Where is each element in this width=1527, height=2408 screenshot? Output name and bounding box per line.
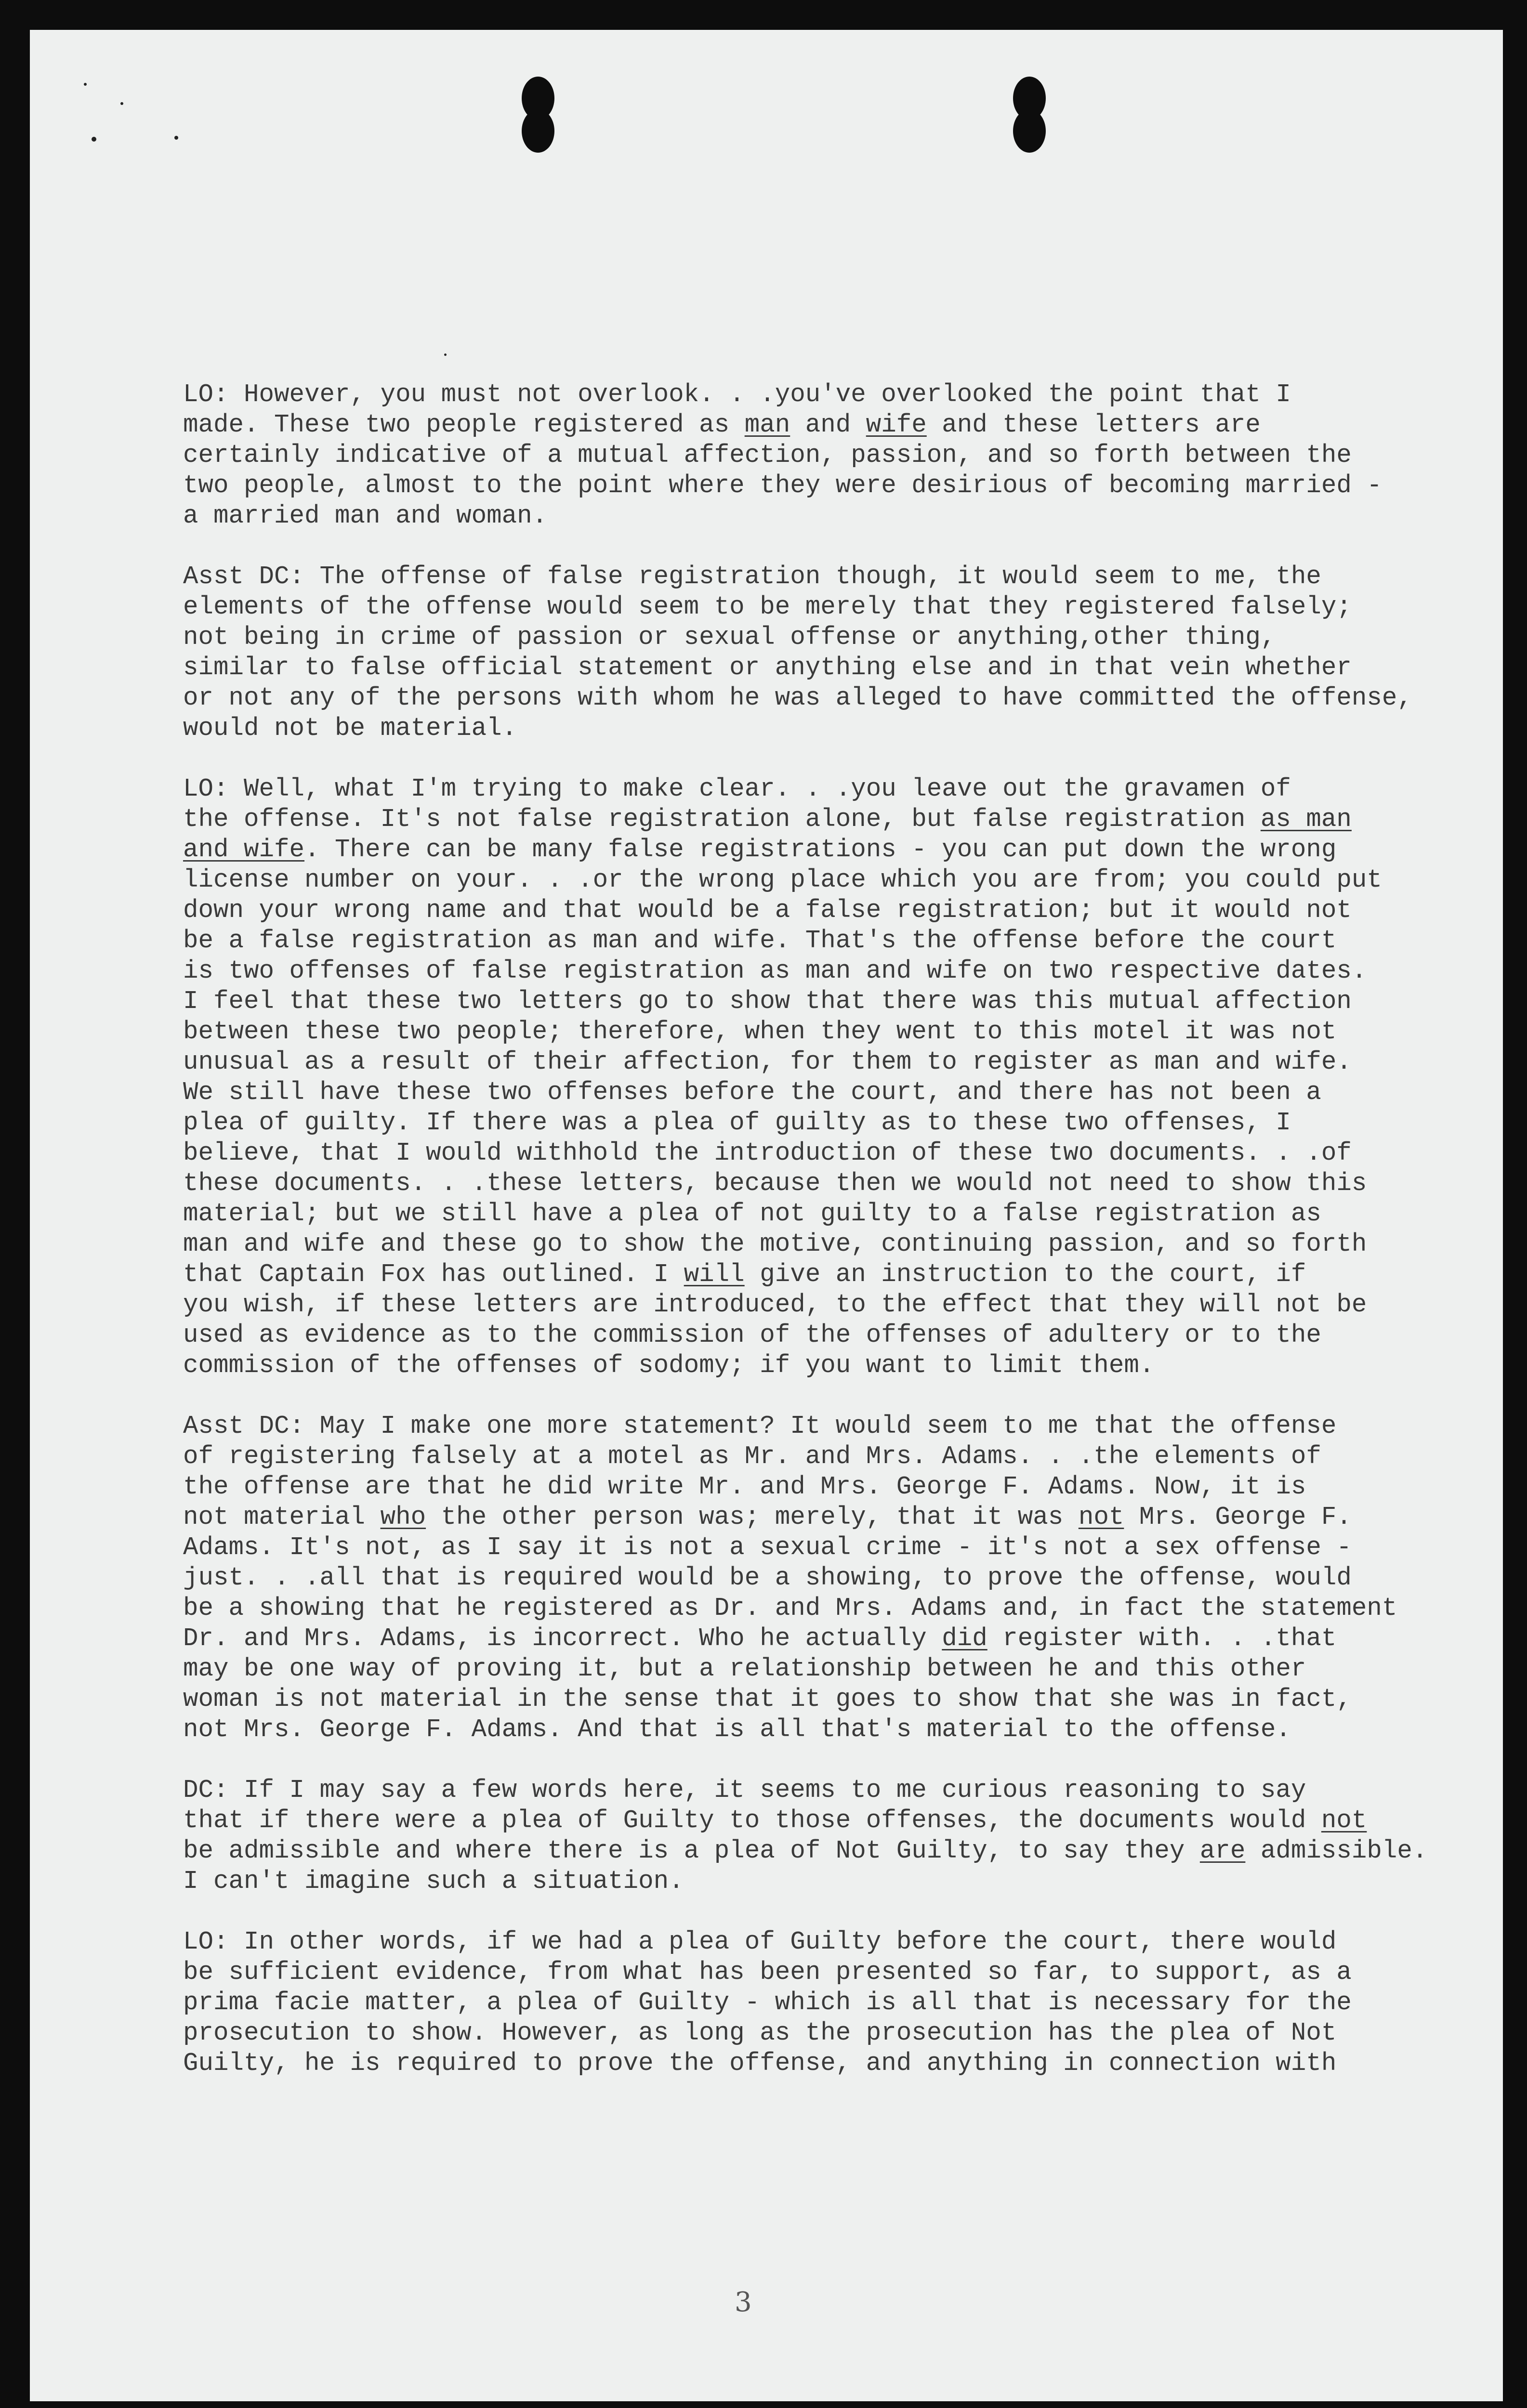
- text-line: not Mrs. George F. Adams. And that is all that's material to the offense.: [183, 1715, 1291, 1744]
- underlined-word: will: [684, 1260, 745, 1289]
- text-line: Dr. and Mrs. Adams, is incorrect. Who he actually did register with. . .that: [183, 1624, 1337, 1653]
- text-line: the offense are that he did write Mr. and Mrs. George F. Adams. Now, it is: [183, 1472, 1306, 1501]
- text-line: be a false registration as man and wife. That's the offense before the court: [183, 926, 1337, 955]
- text-line: of registering falsely at a motel as Mr. and Mrs. Adams. . .the elements of: [183, 1442, 1321, 1471]
- text-line: material; but we still have a plea of not guilty to a false registration as: [183, 1199, 1321, 1228]
- text-line: or not any of the persons with whom he was alleged to have committed the offense,: [183, 683, 1412, 712]
- underlined-word: are: [1199, 1836, 1246, 1865]
- underlined-word: wife: [866, 410, 927, 439]
- text-line: would not be material.: [183, 714, 517, 743]
- text-line: I feel that these two letters go to show that there was this mutual affection: [183, 987, 1352, 1016]
- text-line: Adams. It's not, as I say it is not a sexual crime - it's not a sex offense -: [183, 1533, 1352, 1562]
- punch-hole-icon: [1012, 74, 1047, 155]
- text-line: believe, that I would withhold the introduction of these two documents. . .of: [183, 1139, 1352, 1167]
- ink-speck: [120, 102, 123, 105]
- text-line: commission of the offenses of sodomy; if you want to limit them.: [183, 1351, 1155, 1380]
- text-line: certainly indicative of a mutual affection, passion, and so forth between the: [183, 441, 1352, 470]
- text-line: the offense. It's not false registration alone, but false registration as man: [183, 805, 1352, 834]
- ink-speck: [444, 353, 447, 356]
- text-line: DC: If I may say a few words here, it seems to me curious reasoning to say: [183, 1776, 1306, 1805]
- text-line: be admissible and where there is a plea of Not Guilty, to say they are admissible.: [183, 1836, 1428, 1865]
- text-line: woman is not material in the sense that it goes to show that she was in fact,: [183, 1685, 1352, 1714]
- ink-speck: [174, 136, 178, 140]
- underlined-word: not: [1078, 1503, 1124, 1531]
- text-line: prima facie matter, a plea of Guilty - which is all that is necessary for the: [183, 1988, 1352, 2017]
- text-line: I can't imagine such a situation.: [183, 1867, 684, 1896]
- text-line: not being in crime of passion or sexual offense or anything,other thing,: [183, 623, 1276, 652]
- text-line: down your wrong name and that would be a false registration; but it would not: [183, 896, 1352, 925]
- transcript-paragraph: [183, 774, 1445, 1381]
- text-line: man and wife and these go to show the motive, continuing passion, and so forth: [183, 1230, 1367, 1258]
- text-line: used as evidence as to the commission of the offenses of adultery or to the: [183, 1321, 1321, 1349]
- text-line: LO: Well, what I'm trying to make clear. . .you leave out the gravamen of: [183, 774, 1291, 803]
- text-line: may be one way of proving it, but a relationship between he and this other: [183, 1654, 1306, 1683]
- page-number: 3: [735, 2287, 752, 2318]
- text-line: and wife. There can be many false registrations - you can put down the wrong: [183, 835, 1337, 864]
- text-line: is two offenses of false registration as man and wife on two respective dates.: [183, 956, 1367, 985]
- underlined-word: did: [942, 1624, 987, 1653]
- text-line: plea of guilty. If there was a plea of guilty as to these two offenses, I: [183, 1108, 1291, 1137]
- text-line: Asst DC: The offense of false registration though, it would seem to me, the: [183, 562, 1321, 591]
- underlined-word: man: [744, 410, 790, 439]
- text-line: license number on your. . .or the wrong place which you are from; you could put: [183, 865, 1382, 894]
- text-line: not material who the other person was; merely, that it was not Mrs. George F.: [183, 1503, 1352, 1531]
- transcript-paragraph: [183, 1411, 1445, 1745]
- ink-speck: [92, 137, 96, 142]
- text-line: LO: However, you must not overlook. . .you've overlooked the point that I: [183, 380, 1291, 409]
- transcript-paragraph: [183, 380, 1445, 531]
- text-line: similar to false official statement or anything else and in that vein whether: [183, 653, 1352, 682]
- text-line: Guilty, he is required to prove the offense, and anything in connection with: [183, 2049, 1337, 2078]
- underlined-word: not: [1321, 1806, 1367, 1835]
- text-line: that Captain Fox has outlined. I will give an instruction to the court, if: [183, 1260, 1306, 1289]
- text-line: be sufficient evidence, from what has been presented so far, to support, as a: [183, 1958, 1352, 1987]
- underlined-word: and wife: [183, 835, 305, 864]
- underlined-word: as man: [1260, 805, 1352, 834]
- text-line: unusual as a result of their affection, for them to register as man and wife.: [183, 1047, 1352, 1076]
- transcript-paragraph: [183, 1927, 1445, 2079]
- transcript-paragraph: [183, 562, 1445, 744]
- text-line: made. These two people registered as man and wife and these letters are: [183, 410, 1261, 439]
- transcript-paragraph: [183, 1775, 1445, 1897]
- text-line: these documents. . .these letters, because then we would not need to show this: [183, 1169, 1367, 1198]
- text-line: just. . .all that is required would be a showing, to prove the offense, would: [183, 1563, 1352, 1592]
- text-line: prosecution to show. However, as long as the prosecution has the plea of Not: [183, 2018, 1337, 2047]
- text-line: between these two people; therefore, when they went to this motel it was not: [183, 1017, 1337, 1046]
- text-line: elements of the offense would seem to be merely that they registered falsely;: [183, 592, 1352, 621]
- text-line: you wish, if these letters are introduced, to the effect that they will not be: [183, 1290, 1367, 1319]
- text-line: a married man and woman.: [183, 501, 548, 530]
- ink-speck: [84, 83, 87, 86]
- transcript-body: [183, 380, 1445, 2109]
- text-line: We still have these two offenses before the court, and there has not been a: [183, 1078, 1321, 1107]
- text-line: two people, almost to the point where they were desirious of becoming married -: [183, 471, 1382, 500]
- text-line: that if there were a plea of Guilty to those offenses, the documents would not: [183, 1806, 1367, 1835]
- text-line: Asst DC: May I make one more statement? It would seem to me that the offense: [183, 1412, 1337, 1440]
- punch-hole-icon: [520, 74, 556, 155]
- text-line: LO: In other words, if we had a plea of Guilty before the court, there would: [183, 1927, 1337, 1956]
- underlined-word: who: [380, 1503, 426, 1531]
- text-line: be a showing that he registered as Dr. and Mrs. Adams and, in fact the statement: [183, 1594, 1397, 1623]
